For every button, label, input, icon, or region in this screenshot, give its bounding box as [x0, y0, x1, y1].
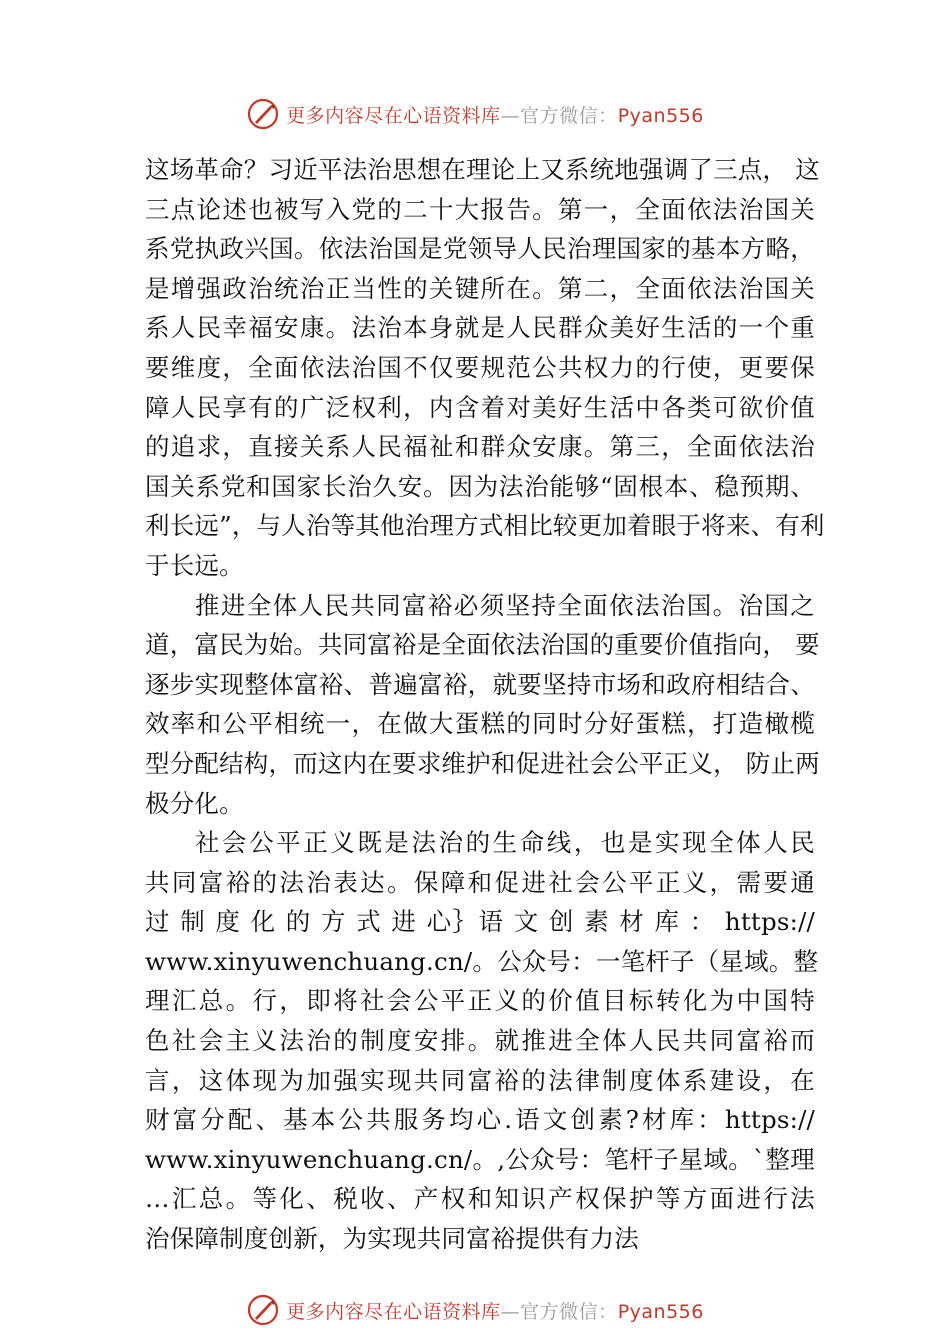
- text-line: 型分配结构，而这内在要求维护和促进社会公平正义， 防止两: [145, 748, 820, 778]
- text-line: 极分化。: [145, 788, 244, 818]
- text-line: www.xinyuwenchuang.cn/。,公众号：笔杆子星域。`整理: [145, 1144, 815, 1174]
- text-line: 言，这体现为加强实现共同富裕的法律制度体系建设，在: [145, 1065, 815, 1095]
- text-line: 社会公平正义既是法治的生命线，也是实现全体人民: [195, 828, 815, 858]
- text-line: 色社会主义法治的制度安排。就推进全体人民共同富裕而: [145, 1026, 815, 1056]
- banner-text: [286, 101, 704, 128]
- footer-banner: [0, 1288, 950, 1332]
- text-line: 是增强政治统治正当性的关键所在。第二，全面依法治国关: [145, 273, 815, 303]
- text-line: 过 制 度 化 的 方 式 进 心｝语 文 创 素 材 库 ： https://: [145, 907, 815, 937]
- quill-logo-icon: [246, 1293, 280, 1327]
- banner-official: 官方微信：: [520, 104, 618, 127]
- text-line: 共同富裕的法治表达。保障和促进社会公平正义，需要通: [145, 867, 815, 897]
- banner-dash: —: [500, 104, 521, 127]
- text-line: 效率和公平相统一，在做大蛋糕的同时分好蛋糕，打造橄榄: [145, 709, 815, 739]
- text-line: 逐步实现整体富裕、普遍富裕，就要坚持市场和政府相结合、: [145, 669, 815, 699]
- banner-brand: 更多内容尽在心语资料库: [286, 104, 501, 127]
- header-banner: [0, 92, 950, 136]
- text-line: 推进全体人民共同富裕必须坚持全面依法治国。治国之: [195, 590, 815, 620]
- banner-wechat-id: Pyan556: [617, 1300, 704, 1323]
- banner-wechat-id: Pyan556: [617, 104, 704, 127]
- banner-dash: —: [500, 1300, 521, 1323]
- document-body: [145, 150, 825, 1259]
- text-line: 利长远”，与人治等其他治理方式相比较更加着眼于将来、有利: [145, 511, 825, 541]
- text-line: 财富分配、基本公共服务均心.语文创素?材库：https://: [145, 1105, 815, 1135]
- text-line: 理汇总。行，即将社会公平正义的价值目标转化为中国特: [145, 986, 815, 1016]
- text-line: 于长远。: [145, 550, 244, 580]
- text-line: 的追求，直接关系人民福祉和群众安康。第三，全面依法治: [145, 432, 815, 462]
- text-line: 这场革命？习近平法治思想在理论上又系统地强调了三点， 这: [145, 155, 820, 184]
- banner-text: [286, 1297, 704, 1324]
- text-line: 道，富民为始。共同富裕是全面依法治国的重要价值指向， 要: [145, 630, 820, 660]
- text-line: 系人民幸福安康。法治本身就是人民群众美好生活的一个重: [145, 313, 815, 343]
- banner-brand: 更多内容尽在心语资料库: [286, 1300, 501, 1323]
- text-line: 三点论述也被写入党的二十大报告。第一，全面依法治国关: [145, 194, 815, 224]
- quill-logo-icon: [246, 97, 280, 131]
- text-line: 治保障制度创新，为实现共同富裕提供有力法: [145, 1224, 639, 1254]
- text-line: 要维度，全面依法治国不仅要规范公共权力的行使，更要保: [145, 352, 815, 382]
- text-line: www.xinyuwenchuang.cn/。公众号：一笔杆子（星域。整: [145, 946, 819, 976]
- banner-official: 官方微信：: [520, 1300, 618, 1323]
- text-line: …汇总。等化、税收、产权和知识产权保护等方面进行法: [145, 1184, 815, 1214]
- text-line: 障人民享有的广泛权利，内含着对美好生活中各类可欲价值: [145, 392, 815, 422]
- text-line: 国关系党和国家长治久安。因为法治能够“固根本、稳预期、: [145, 471, 815, 501]
- text-line: 系党执政兴国。依法治国是党领导人民治理国家的基本方略，: [145, 234, 815, 264]
